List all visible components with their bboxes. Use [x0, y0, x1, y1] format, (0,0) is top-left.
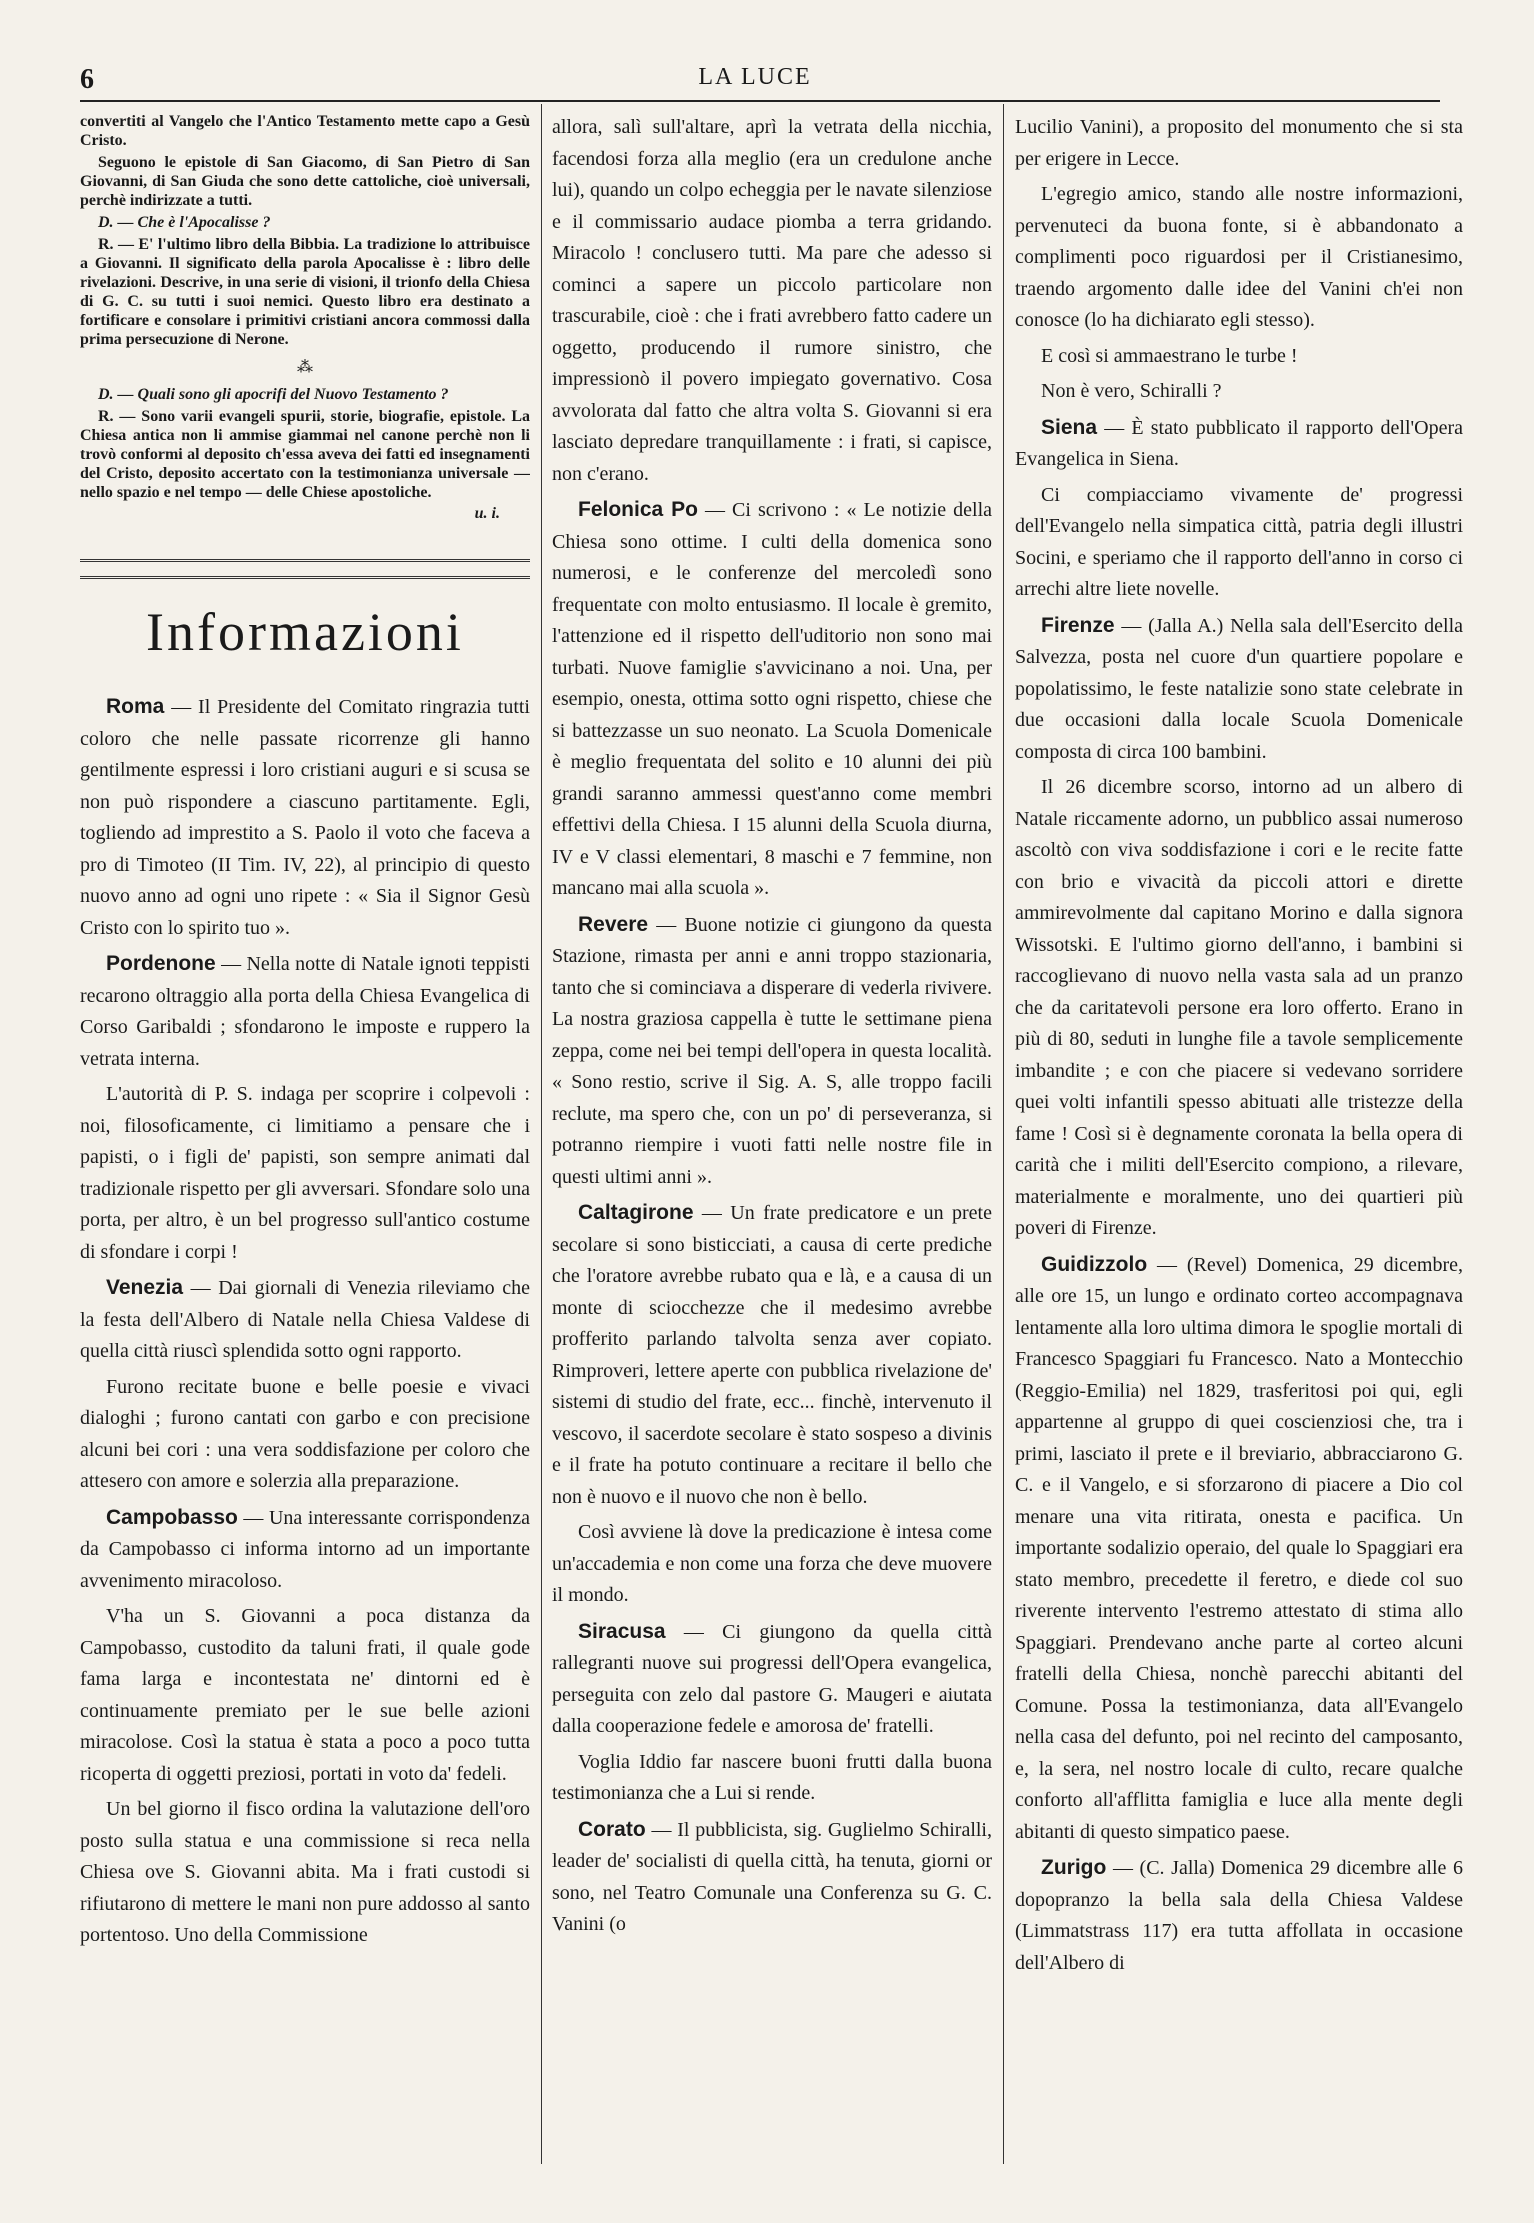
page-header	[80, 64, 1430, 98]
place-name: Venezia	[106, 1276, 184, 1299]
section-title: Informazioni	[146, 602, 464, 662]
catechism-question: D. — Quali sono gli apocrifi del Nuovo Testamento ?	[98, 386, 449, 403]
article-siena: Siena — È stato pubblicato il rapporto dell'Opera Evangelica in Siena.	[1015, 415, 1463, 470]
column-divider	[1003, 104, 1004, 2164]
catechism-epistole: Seguono le epistole di San Giacomo, di San Pietro di San Giovanni, di San Giuda che sono dette cattoliche, cioè universali, perchè indirizzate a tutti.	[80, 154, 530, 209]
article-corato: Corato — Il pubblicista, sig. Guglielmo Schiralli, leader de' socialisti di quella città, ha tenuta, giorni or sono, nel Teatro Comunale una Conferenza su G. C. Vanini (o	[552, 1817, 992, 1935]
article-venezia: Venezia — Dai giornali di Venezia rileviamo che la festa dell'Albero di Natale nella Chiesa Valdese di quella città riuscì splendida sotto ogni rapporto.	[80, 1276, 530, 1362]
catechism-answer: R. — E' l'ultimo libro della Bibbia. La tradizione lo attribuisce a Giovanni. Il significato della parola Apocalisse è : libro delle rivelazioni. Descrive, in una serie di visioni, il trionfo della Chiesa di G. C. su tutti i suoi nemici. Questo libro era destinato a fortificare e consolare i primitivi cristiani ancora commossi dalla prima persecuzione di Nerone.	[80, 236, 530, 348]
catechism-intro: convertiti al Vangelo che l'Antico Testamento mette capo a Gesù Cristo.	[80, 113, 530, 149]
article-paragraph: L'egregio amico, stando alle nostre informazioni, pervenuteci da buona fonte, si è abbandonato a complimenti poco riguardosi per il Cristianesimo, traendo argomento dalle idee del Vanini ch'ei non conosce (lo ha dichiarato egli stesso).	[1015, 183, 1463, 331]
article-paragraph: allora, salì sull'altare, aprì la vetrata della nicchia, facendosi forza alla meglio (era un credulone anche lui), quando un colpo echeggia per le navate silenziose e il commissario audace piomba a terra gridando. Miracolo ! conclusero tutti. Ma pare che adesso si cominci a sapere un piccolo particolare non trascurabile, cioè : che i frati avrebbero fatto cadere un oggetto, producendo il rumore sinistro, che impressionò il povero impiegato governativo. Cosa avvolorata dal fatto che altra volta S. Giovanni si era lasciato depredare tranquillamente : i frati, si capisce, non c'erano.	[552, 116, 992, 485]
article-firenze: Firenze — (Jalla A.) Nella sala dell'Esercito della Salvezza, posta nel cuore d'un quartiere popolare e popolatissimo, le feste natalizie sono state celebrate in due occasioni dalla locale Scuola Domenicale composta di circa 100 bambini.	[1015, 613, 1463, 763]
place-name: Corato	[578, 1817, 646, 1841]
article-paragraph: Lucilio Vanini), a proposito del monumento che si sta per erigere in Lecce.	[1015, 116, 1463, 170]
place-name: Siena	[1041, 415, 1098, 439]
place-name: Felonica Po	[578, 498, 698, 521]
article-felonica: Felonica Po — Ci scrivono : « Le notizie della Chiesa sono ottime. I culti della domenica sono numerosi, e le conferenze del mercoledì sono frequentate con molto entusiasmo. Il locale è gremito, l'attenzione ed il rispetto dell'uditorio non sono mai turbati. Nuove famiglie s'avvicinano a noi. Una, per esempio, onesta, ottima sotto ogni rispetto, chiese che si battezzasse un suo neonato. La Scuola Domenicale è meglio frequentata del solito e 10 alunni dei più grandi saranno ammessi quest'anno come membri effettivi della Chiesa. I 15 alunni della Scuola diurna, IV e V classi elementari, 8 maschi e 7 femmine, non mancano mai alla scuola ».	[552, 498, 992, 899]
catechism-question: D. — Che è l'Apocalisse ?	[98, 214, 271, 231]
article-paragraph: Così avviene là dove la predicazione è intesa come un'accademia e non come una forza che deve muovere il mondo.	[552, 1521, 992, 1606]
article-paragraph: V'ha un S. Giovanni a poca distanza da Campobasso, custodito da taluni frati, il quale gode fama larga e incontestata ne' dintorni ed è continuamente premiato per le sue belle azioni miracolose. Così la statua è stata a poco a poco tutta ricoperta di oggetti preziosi, portati in voto da' fedeli.	[80, 1605, 530, 1785]
running-title: LA LUCE	[698, 64, 812, 90]
article-paragraph: E così si ammaestrano le turbe !	[1041, 344, 1298, 367]
ornamental-rule	[80, 559, 530, 579]
place-name: Revere	[578, 912, 649, 936]
header-rule	[80, 100, 1440, 102]
article-paragraph: Furono recitate buone e belle poesie e vivaci dialoghi ; furono cantati con garbo e con precisione alcuni bei cori : una vera soddisfazione per coloro che attesero con amore e solerzia alla preparazione.	[80, 1375, 530, 1492]
asterism: ⁂	[297, 359, 313, 376]
article-guidizzolo: Guidizzolo — (Revel) Domenica, 29 dicembre, alle ore 15, un lungo e ordinato corteo accompagnava lentamente alla loro ultima dimora le spoglie mortali di Francesco Spaggiari fu Francesco. Nato a Montecchio (Reggio-Emilia) nel 1829, trasferitosi poi qui, egli appartenne al gruppo di quei coscienziosi che, tra i primi, lasciato il prete e il breviario, abbracciarono G. C. e il Vangelo, e si sforzarono di piacere a Dio col menare una vita ritirata, onesta e pacifica. Un importante sodalizio operaio, del quale lo Spaggiari era stato membro, precedette il feretro, e diede col suo riverente intervento l'estremo attestato di stima allo Spaggiari. Prendevano anche parte al corteo alcuni fratelli della Chiesa, nonchè parecchi abitanti del Comune. Possa la testimonianza, data all'Evangelo nella casa del defunto, poi nel recinto del camposanto, e, la sera, nel nostro locale di culto, recare qualche conforto all'afflitta famiglia e luce alla mente degli abitanti di questo simpatico paese.	[1015, 1252, 1463, 1843]
place-name: Siracusa	[578, 1619, 666, 1643]
place-name: Pordenone	[106, 952, 216, 975]
article-pordenone: Pordenone — Nella notte di Natale ignoti teppisti recarono oltraggio alla porta della Chiesa Evangelica di Corso Garibaldi ; sfondarono le imposte e ruppero la vetrata interna.	[80, 952, 530, 1070]
page-number: 6	[80, 64, 94, 95]
column-divider	[541, 104, 542, 2164]
column-middle	[552, 112, 992, 2212]
article-revere: Revere — Buone notizie ci giungono da questa Stazione, rimasta per anni e anni troppo stazionaria, tanto che si cominciava a disperare di vederla rivivere. La nostra graziosa cappella è tutte le settimane piena zeppa, come nei bei tempi dell'opera in questa località. « Sono restio, scrive il Sig. A. S, alle troppo facili reclute, ma spero che, con un po' di perseveranza, si potranno riempire i vuoti fatti nelle nostre file in questi ultimi anni ».	[552, 912, 992, 1188]
column-left	[80, 112, 530, 2212]
article-paragraph: Un bel giorno il fisco ordina la valutazione dell'oro posto sulla statua e una commissione si reca nella Chiesa ove S. Giovanni abita. Ma i frati custodi si rifiutarono di mettere le mani non pure addosso al santo portentoso. Uno della Commissione	[80, 1798, 530, 1946]
article-paragraph: Voglia Iddio far nascere buoni frutti dalla buona testimonianza che a Lui si rende.	[552, 1750, 992, 1804]
article-campobasso: Campobasso — Una interessante corrispondenza da Campobasso ci informa intorno ad un importante avvenimento miracoloso.	[80, 1505, 530, 1592]
place-name: Caltagirone	[578, 1201, 694, 1224]
article-zurigo: Zurigo — (C. Jalla) Domenica 29 dicembre alle 6 dopopranzo la bella sala della Chiesa Valdese (Limmatstrass 117) era tutta affollata in occasione dell'Albero di	[1015, 1856, 1463, 1974]
article-paragraph: Non è vero, Schiralli ?	[1041, 380, 1222, 402]
article-paragraph: Il 26 dicembre scorso, intorno ad un albero di Natale riccamente adorno, un pubblico assai numeroso ascoltò con viva soddisfazione i cori e le recite fatte con brio e vivacità da piccoli attori e dirette ammirevolmente dal capitano Morino e dalla signora Wissotski. E l'ultimo giorno dell'anno, i bambini si raccoglievano di nuovo nella vasta sala ad un pranzo che da caritatevoli persone era loro offerto. Erano in più di 80, seduti in lunghe file a tavole semplicemente imbandite ; e con che piacere si vedevano sorridere quei volti infantili spesso abituati alle tristezze della fame ! Così si è degnamente coronata la bella opera di carità che i militi dell'Esercito compiono, a rilevare, materialmente e moralmente, uno dei quartieri più poveri di Firenze.	[1015, 776, 1463, 1239]
article-caltagirone: Caltagirone — Un frate predicatore e un prete secolare si sono bisticciati, a causa di certe prediche che l'oratore avrebbe rubato qua e là, e a causa di un monte di sciocchezze che il medesimo avrebbe profferito parlando talvolta senza aver copiato. Rimproveri, lettere aperte con pubblica rivelazione de' sistemi di studio del frate, ecc... finchè, intervenuto il vescovo, il sacerdote secolare è stato sospeso a divinis e il frate ha potuto continuare a recitare il bello che non è nuovo e il nuovo che non è bello.	[552, 1201, 992, 1508]
place-name: Campobasso	[106, 1505, 238, 1529]
article-roma: Roma — Il Presidente del Comitato ringrazia tutti coloro che nelle passate ricorrenze gli hanno gentilmente espressi i loro cristiani auguri e si scusa se non può rispondere a ciascuno partitamente. Egli, togliendo ad imprestito a S. Paolo il voto che faceva a pro di Timoteo (II Tim. IV, 22), al principio di questo nuovo anno ad ogni uno ripete : « Sia il Signor Gesù Cristo con lo spirito tuo ».	[80, 695, 530, 939]
place-name: Guidizzolo	[1041, 1252, 1148, 1276]
article-siracusa: Siracusa — Ci giungono da quella città rallegranti nuove sui progressi dell'Opera evangelica, perseguita con zelo dal pastore G. Maugeri e aiutata dalla cooperazione fedele e amorosa de' fratelli.	[552, 1619, 992, 1737]
place-name: Roma	[106, 695, 165, 718]
article-paragraph: L'autorità di P. S. indaga per scoprire i colpevoli : noi, filosoficamente, ci limitiamo a pensare che i papisti, o i figli de' papisti, son sempre animati dal tradizionale rispetto per gli avversari. Sfondare solo una porta, per altro, è un bel progresso sull'antico costume di sfondare i corpi !	[80, 1083, 530, 1263]
article-paragraph: Ci compiacciamo vivamente de' progressi dell'Evangelo nella simpatica città, patria degli illustri Socini, e speriamo che il rapporto dell'anno in corso ci arrechi altre liete novelle.	[1015, 483, 1463, 600]
column-right	[1015, 112, 1463, 2212]
place-name: Zurigo	[1041, 1856, 1107, 1879]
catechism-answer: R. — Sono varii evangeli spurii, storie, biografie, epistole. La Chiesa antica non li ammise giammai nel canone perchè non li trovò conformi al deposito ch'essa aveva dei fatti ed insegnamenti del Cristo, deposito accertato con la testimonianza universale — nello spazio e nel tempo — delle Chiese apostoliche.	[80, 408, 530, 501]
place-name: Firenze	[1041, 613, 1115, 637]
signature: u. i.	[474, 505, 500, 522]
